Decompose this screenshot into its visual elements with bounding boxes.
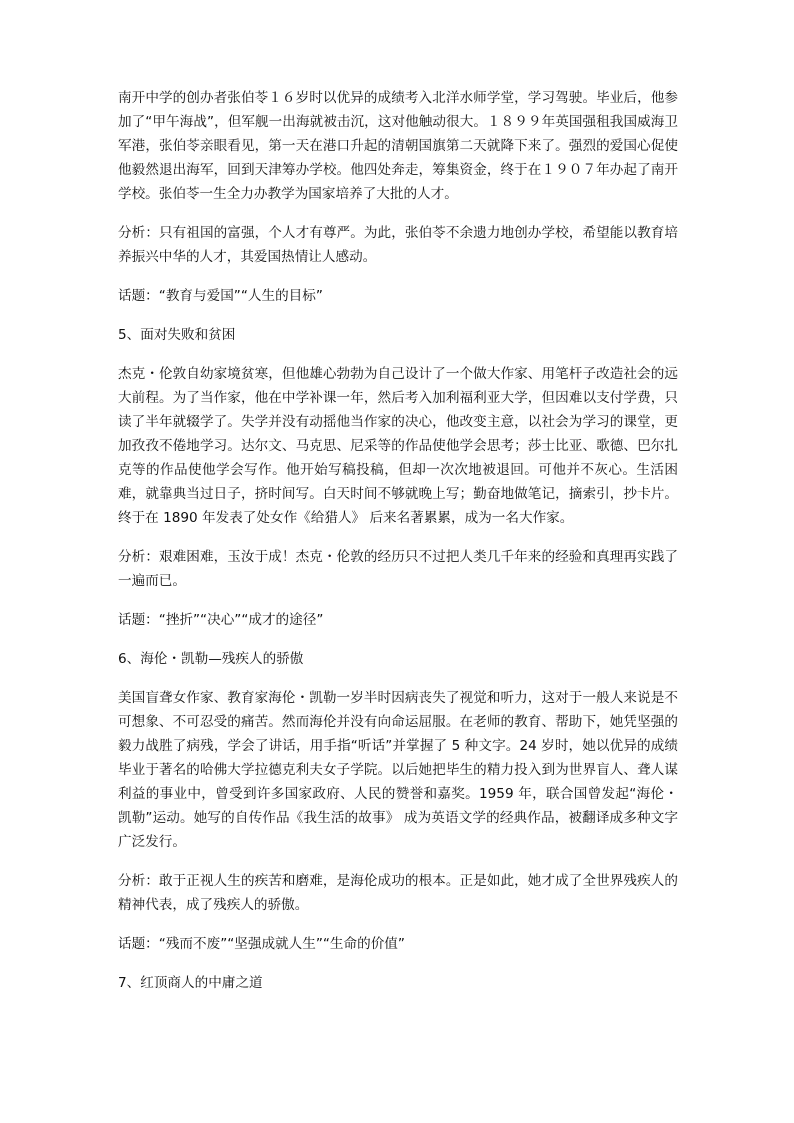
section-heading-5: 5、面对失败和贫困 [118,327,236,343]
section-heading-6: 6、海伦・凯勒—残疾人的骄傲 [118,651,304,667]
paragraph-gap [118,308,678,323]
paragraph-gap [118,671,678,686]
paragraph-topic-keller: 话题：“残而不废”“坚强成就人生”“生命的价值” [118,936,405,952]
paragraph-gap [118,206,678,221]
section-heading-7: 7、红顶商人的中庸之道 [118,975,263,991]
paragraph-gap [118,632,678,647]
paragraph-gap [118,530,678,545]
paragraph-gap [118,269,678,284]
paragraph-gap [118,347,678,362]
paragraph-zhang-boling-story: 南开中学的创办者张伯苓１６岁时以优异的成绩考入北洋水师学堂，学习驾驶。毕业后，他参加了“甲午海战”，但军舰一出海就被击沉，这对他触动很大。１８９９年英国强租我国威海卫军港，张伯苓亲眼看见，第一天在港口升起的清朝国旗第二天就降下来了。强烈的爱国心促使他毅然退出海军，回到天津筹办学校。他四处奔走，筹集资金，终于在１９０７年办起了南开学校。张伯苓一生全力办教学为国家培养了大批的人才。 [118,90,678,202]
paragraph-helen-keller-story: 美国盲聋女作家、教育家海伦・凯勒一岁半时因病丧失了视觉和听力，这对于一般人来说是不可想象、不可忍受的痛苦。然而海伦并没有向命运屈服。在老师的教育、帮助下，她凭坚强的毅力战胜了病残，学会了讲话，用手指“听话”并掌握了 5 种文字。24 岁时，她以优异的成绩毕业于著名的哈佛大学拉德克利夫女子学院。以后她把毕生的精力投入到为世界盲人、聋人谋利益的事业中，曾受到许多国家政府、人民的赞誉和嘉奖。1959 年，联合国曾发起“海伦・凯勒”运动。她写的自传作品《我生活的故事》 成为英语文学的经典作品，被翻译成多种文字广泛发行。 [118,690,678,850]
paragraph-gap [118,593,678,608]
paragraph-topic-london: 话题：“挫折”“决心”“成才的途径” [118,612,324,628]
paragraph-topic-zhang: 话题：“教育与爱国”“人生的目标” [118,288,323,304]
paragraph-analysis-keller: 分析：敢于正视人生的疾苦和磨难，是海伦成功的根本。正是如此，她才成了全世界残疾人的精神代表，成了残疾人的骄傲。 [118,873,678,913]
paragraph-jack-london-story: 杰克・伦敦自幼家境贫寒，但他雄心勃勃为自己设计了一个做大作家、用笔杆子改造社会的远大前程。为了当作家，他在中学补课一年，然后考入加利福利亚大学，但因难以支付学费，只读了半年就辍学了。失学并没有动摇他当作家的决心，他改变主意，以社会为学习的课堂，更加孜孜不倦地学习。达尔文、马克思、尼采等的作品使他学会思考；莎士比亚、歌德、巴尔扎克等的作品使他学会写作。他开始写稿投稿，但却一次次地被退回。可他并不灰心。生活困难，就靠典当过日子，挤时间写。白天时间不够就晚上写；勤奋地做笔记，摘索引，抄卡片。终于在 1890 年发表了处女作《给猎人》 后来名著累累，成为一名大作家。 [118,366,678,526]
paragraph-analysis-london: 分析：艰难困难，玉汝于成！杰克・伦敦的经历只不过把人类几千年来的经验和真理再实践了一遍而已。 [118,549,678,589]
paragraph-analysis-zhang: 分析：只有祖国的富强，个人才有尊严。为此，张伯苓不余遗力地创办学校，希望能以教育培养振兴中华的人才，其爱国热情让人感动。 [118,225,678,265]
paragraph-gap [118,917,678,932]
paragraph-gap [118,854,678,869]
document-body [118,86,678,995]
paragraph-gap [118,956,678,971]
